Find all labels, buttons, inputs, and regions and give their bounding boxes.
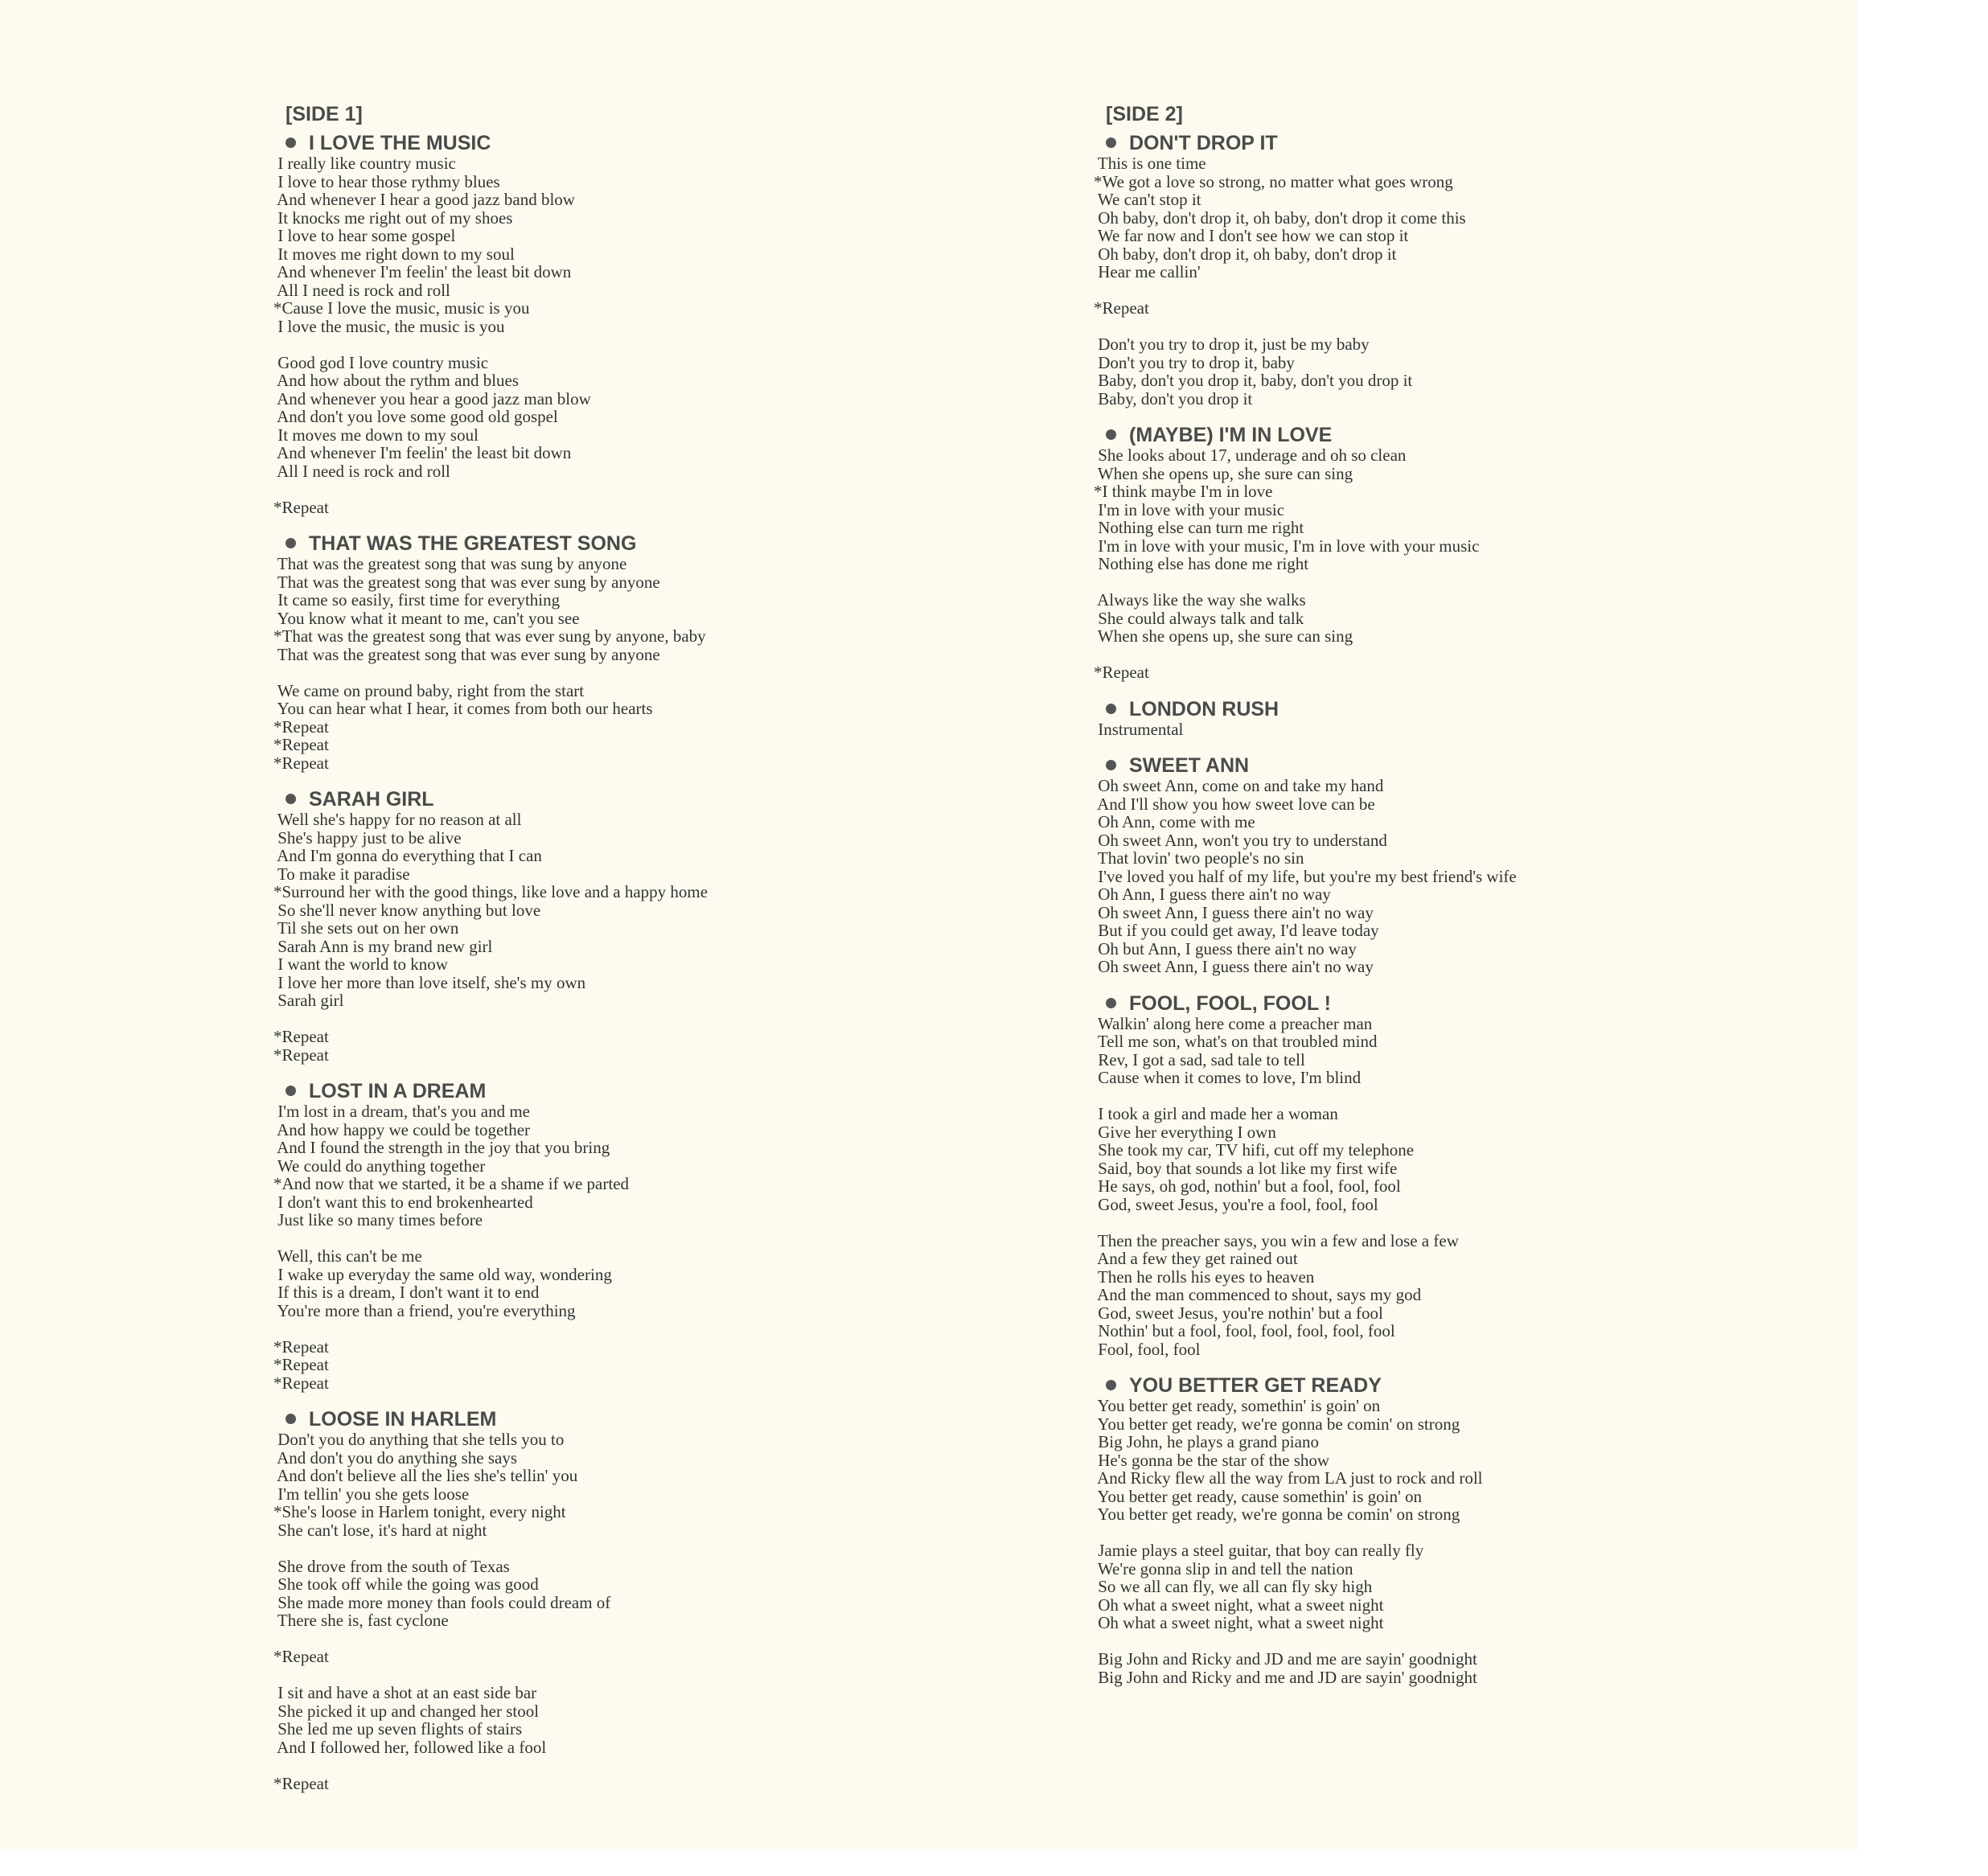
lyric-line: I'm in love with your music (1094, 499, 1285, 519)
chorus-line: *Cause I love the music, music is you (273, 298, 530, 318)
bullet-icon (1106, 138, 1116, 148)
lyric-line: You can hear what I hear, it comes from both our hearts (273, 699, 653, 718)
lyric-line: Sarah girl (273, 991, 344, 1010)
lyric-line: You're more than a friend, you're everything (273, 1300, 576, 1320)
lyric-line: That was the greatest song that was ever sung by anyone (273, 572, 660, 592)
lyric-line: Nothing else can turn me right (1094, 518, 1304, 537)
lyric-line: Good god I love country music (273, 352, 489, 372)
lyric-line: Don't you do anything that she tells you to (273, 1430, 565, 1449)
song-title (273, 1080, 1045, 1102)
lyric-line: I've loved you half of my life, but you're my best friend's wife (1094, 866, 1517, 886)
song-title-text: I LOVE THE MUSIC (309, 132, 491, 154)
song-title-text: FOOL, FOOL, FOOL ! (1129, 991, 1331, 1015)
stanza-break (273, 1010, 1045, 1028)
song-title-text: LOOSE IN HARLEM (309, 1408, 497, 1431)
chorus-line: *Repeat (273, 1373, 329, 1393)
lyric-line: You know what it meant to me, can't you see (273, 608, 580, 628)
chorus-line: *Repeat (273, 1773, 329, 1793)
lyric-line: I love her more than love itself, she's my own (273, 972, 586, 992)
song-that-was-the-greatest-song (273, 532, 1045, 772)
lyric-line: And whenever you hear a good jazz man blow (273, 388, 591, 408)
lyric-line: I'm in love with your music, I'm in love with your music (1094, 536, 1480, 556)
lyric-line: You better get ready, somethin' is goin' on (1094, 1396, 1381, 1415)
song-title (1094, 698, 1898, 720)
song-title (1094, 754, 1898, 777)
song-title (1094, 424, 1898, 446)
lyric-line: And I found the strength in the joy that you bring (273, 1138, 610, 1157)
bullet-icon (285, 138, 296, 148)
lyric-line: When she opens up, she sure can sing (1094, 463, 1353, 483)
chorus-line: *Surround her with the good things, like love and a happy home (273, 882, 709, 901)
lyric-line: I wake up everyday the same old way, wondering (273, 1264, 612, 1284)
lyric-line: To make it paradise (273, 864, 410, 884)
lyric-line: Baby, don't you drop it, baby, don't you drop it (1094, 371, 1413, 390)
song-title-text: LONDON RUSH (1129, 697, 1279, 720)
lyric-line: Big John and Ricky and JD and me are sayin' goodnight (1094, 1649, 1477, 1669)
lyric-line: Tell me son, what's on that troubled mind (1094, 1032, 1378, 1051)
lyric-line: So we all can fly, we all can fly sky high (1094, 1577, 1373, 1596)
chorus-line: *We got a love so strong, no matter what goes wrong (1094, 171, 1453, 191)
lyric-line: And don't you do anything she says (273, 1447, 518, 1468)
stanza-break (273, 335, 1045, 354)
lyric-line: And whenever I hear a good jazz band blow (273, 190, 575, 209)
lyric-line: She made more money than fools could dream of (273, 1592, 611, 1612)
lyric-line: All I need is rock and roll (273, 461, 450, 481)
lyric-line: Then he rolls his eyes to heaven (1094, 1266, 1315, 1287)
lyric-line: Oh Ann, come with me (1094, 812, 1255, 831)
lyric-line: Don't you try to drop it, just be my baby (1094, 335, 1370, 354)
lyric-line: You better get ready, cause somethin' is goin' on (1094, 1486, 1423, 1506)
lyric-line: Nothin' but a fool, fool, fool, fool, fool, fool (1094, 1321, 1395, 1340)
lyric-line: It came so easily, first time for everything (273, 590, 561, 610)
lyric-line: That was the greatest song that was ever sung by anyone (273, 644, 660, 664)
lyric-line: Well, this can't be me (273, 1246, 422, 1266)
lyric-line: She looks about 17, underage and oh so clean (1094, 445, 1407, 465)
chorus-line: *Repeat (273, 1355, 329, 1374)
bullet-icon (285, 794, 296, 804)
song-london-rush (1094, 698, 1898, 739)
song-title (1094, 1374, 1898, 1397)
lyric-line: It moves me right down to my soul (273, 244, 515, 264)
chorus-line: *Repeat (273, 1045, 329, 1065)
stanza-break (1094, 281, 1898, 300)
lyric-line: Jamie plays a steel guitar, that boy can really fly (1094, 1541, 1424, 1560)
stanza-break (1094, 318, 1898, 336)
stanza-break (273, 480, 1045, 499)
lyric-line: And how happy we could be together (273, 1119, 531, 1139)
lyric-line: She led me up seven flights of stairs (273, 1719, 523, 1738)
lyric-line: And the man commenced to shout, says my god (1094, 1285, 1422, 1304)
song-lost-in-a-dream (273, 1080, 1045, 1392)
lyric-line: Walkin' along here come a preacher man (1094, 1013, 1373, 1033)
stanza-break (1094, 646, 1898, 664)
lyric-line: If this is a dream, I don't want it to end (273, 1283, 540, 1302)
song-title-text: YOU BETTER GET READY (1129, 1374, 1382, 1397)
lyric-line: Oh Ann, I guess there ain't no way (1094, 885, 1331, 904)
song-sarah-girl (273, 788, 1045, 1064)
stanza-break (273, 1666, 1045, 1685)
lyric-line: We far now and I don't see how we can stop it (1094, 226, 1409, 245)
chorus-line: *She's loose in Harlem tonight, every night (273, 1502, 566, 1521)
stanza-break (273, 1229, 1045, 1248)
lyric-line: And Ricky flew all the way from LA just to rock and roll (1094, 1468, 1483, 1488)
lyric-line: We came on pround baby, right from the start (273, 680, 585, 700)
chorus-line: *That was the greatest song that was ever sung by anyone, baby (273, 626, 706, 646)
lyric-line: Instrumental (1094, 719, 1184, 739)
lyric-line: When she opens up, she sure can sing (1094, 626, 1353, 646)
lyric-line: She's happy just to be alive (273, 827, 462, 848)
lyric-line: Oh what a sweet night, what a sweet night (1094, 1595, 1384, 1615)
lyric-line: She picked it up and changed her stool (273, 1701, 540, 1721)
song-title-text: LOST IN A DREAM (309, 1080, 487, 1102)
chorus-line: *I think maybe I'm in love (1094, 482, 1273, 501)
song-title (273, 788, 1045, 811)
lyric-line: She took my car, TV hifi, cut off my telephone (1094, 1140, 1415, 1160)
lyric-line: Oh what a sweet night, what a sweet night (1094, 1613, 1384, 1632)
lyric-line: We're gonna slip in and tell the nation (1094, 1558, 1353, 1578)
side-label: [SIDE 1] (285, 103, 363, 125)
stanza-break (1094, 1087, 1898, 1106)
lyric-line: Oh sweet Ann, won't you try to understand (1094, 830, 1387, 850)
stanza-break (273, 1539, 1045, 1558)
chorus-line: *Repeat (1094, 298, 1149, 318)
chorus-line: *Repeat (273, 735, 329, 754)
song-fool-fool-fool (1094, 992, 1898, 1359)
chorus-line: *Repeat (273, 1027, 329, 1046)
song-title-text: SARAH GIRL (309, 788, 434, 811)
song-maybe-i-m-in-love (1094, 424, 1898, 682)
lyric-line: Well she's happy for no reason at all (273, 810, 522, 829)
lyric-line: God, sweet Jesus, you're nothin' but a fool (1094, 1303, 1383, 1323)
stanza-break (1094, 1632, 1898, 1651)
stanza-break (273, 1630, 1045, 1648)
lyric-line: I took a girl and made her a woman (1094, 1104, 1338, 1123)
chorus-line: *Repeat (273, 716, 329, 737)
lyric-line: Oh sweet Ann, I guess there ain't no way (1094, 957, 1374, 976)
lyric-line: That lovin' two people's no sin (1094, 848, 1304, 868)
song-loose-in-harlem (273, 1408, 1045, 1792)
stanza-break (1094, 573, 1898, 592)
lyric-line: Oh but Ann, I guess there ain't no way (1094, 938, 1357, 959)
lyric-line: Just like so many times before (273, 1210, 483, 1229)
lyric-line: And I followed her, followed like a fool (273, 1737, 547, 1757)
lyric-line: And don't you love some good old gospel (273, 407, 558, 426)
side-2-column (1094, 103, 1898, 1702)
lyric-line: He's gonna be the star of the show (1094, 1450, 1330, 1470)
lyric-line: We could do anything together (273, 1156, 486, 1176)
song-title (273, 1408, 1045, 1431)
lyric-line: Oh baby, don't drop it, oh baby, don't drop it come this (1094, 207, 1466, 228)
song-don-t-drop-it (1094, 132, 1898, 408)
stanza-break (1094, 1213, 1898, 1232)
chorus-line: *Repeat (273, 1647, 329, 1666)
lyric-line: And don't believe all the lies she's tellin' you (273, 1466, 578, 1485)
lyric-line: Cause when it comes to love, I'm blind (1094, 1068, 1362, 1087)
stanza-break (273, 663, 1045, 682)
lyric-line: You better get ready, we're gonna be comin' on strong (1094, 1504, 1460, 1524)
lyric-line: Baby, don't you drop it (1094, 388, 1253, 408)
song-you-better-get-ready (1094, 1374, 1898, 1686)
lyric-line: Always like the way she walks (1094, 590, 1306, 610)
lyric-line: That was the greatest song that was sung by anyone (273, 554, 627, 573)
lyric-line: Oh sweet Ann, I guess there ain't no way (1094, 902, 1374, 922)
stanza-break (273, 1320, 1045, 1338)
chorus-line: *And now that we started, it be a shame if we parted (273, 1174, 630, 1193)
lyric-line: And I'm gonna do everything that I can (273, 846, 542, 865)
side-1-column (273, 103, 1045, 1808)
lyric-line: And whenever I'm feelin' the least bit down (273, 443, 572, 462)
bullet-icon (285, 538, 296, 548)
lyric-line: Give her everything I own (1094, 1122, 1276, 1142)
lyric-line: Don't you try to drop it, baby (1094, 352, 1295, 372)
song-title (1094, 132, 1898, 154)
song-i-love-the-music (273, 132, 1045, 516)
lyric-line: I really like country music (273, 154, 456, 173)
lyric-line: Said, boy that sounds a lot like my first wife (1094, 1158, 1398, 1178)
lyric-line: He says, oh god, nothin' but a fool, fool, fool (1094, 1176, 1401, 1196)
song-title-text: THAT WAS THE GREATEST SONG (309, 532, 637, 555)
song-sweet-ann (1094, 754, 1898, 976)
chorus-line: *Repeat (273, 753, 329, 773)
lyric-line: Big John and Ricky and me and JD are sayin' goodnight (1094, 1667, 1477, 1687)
lyric-line: And a few they get rained out (1094, 1249, 1298, 1268)
song-title-text: DON'T DROP IT (1129, 132, 1278, 154)
lyric-line: I'm tellin' you she gets loose (273, 1484, 470, 1504)
bullet-icon (1106, 760, 1116, 770)
chorus-line: *Repeat (273, 497, 329, 517)
lyric-line: And I'll show you how sweet love can be (1094, 794, 1375, 814)
lyric-line: It moves me down to my soul (273, 425, 479, 445)
lyric-line: Hear me callin' (1094, 262, 1201, 281)
song-title (273, 132, 1045, 154)
lyric-line: All I need is rock and roll (273, 280, 450, 300)
song-title (1094, 992, 1898, 1015)
lyric-line: There she is, fast cyclone (273, 1611, 449, 1630)
lyric-line: I love to hear those rythmy blues (273, 171, 500, 191)
lyric-line: I love to hear some gospel (273, 226, 456, 245)
bullet-icon (285, 1086, 296, 1096)
bullet-icon (1106, 704, 1116, 714)
song-title (273, 532, 1045, 555)
stanza-break (1094, 1524, 1898, 1542)
lyric-line: She can't lose, it's hard at night (273, 1520, 487, 1540)
bullet-icon (285, 1414, 296, 1424)
lyric-line: I want the world to know (273, 954, 448, 974)
lyric-line: God, sweet Jesus, you're a fool, fool, fool (1094, 1194, 1378, 1214)
song-title-text: (MAYBE) I'M IN LOVE (1129, 424, 1333, 446)
lyric-line: Big John, he plays a grand piano (1094, 1432, 1319, 1451)
lyric-line: Oh sweet Ann, come on and take my hand (1094, 776, 1384, 795)
lyric-line: She could always talk and talk (1094, 608, 1304, 628)
lyric-line: Oh baby, don't drop it, oh baby, don't drop it (1094, 244, 1397, 264)
bullet-icon (1106, 998, 1116, 1008)
lyric-line: We can't stop it (1094, 190, 1201, 209)
lyric-line: Sarah Ann is my brand new girl (273, 936, 493, 956)
lyric-line: Rev, I got a sad, sad tale to tell (1094, 1049, 1305, 1069)
lyric-line: I don't want this to end brokenhearted (273, 1192, 533, 1212)
chorus-line: *Repeat (1094, 663, 1149, 682)
bullet-icon (1106, 429, 1116, 440)
lyric-line: I love the music, the music is you (273, 316, 505, 336)
lyric-line: Nothing else has done me right (1094, 554, 1309, 573)
lyric-line: I sit and have a shot at an east side bar (273, 1683, 537, 1702)
lyric-line: And how about the rythm and blues (273, 371, 520, 390)
lyric-line: I'm lost in a dream, that's you and me (273, 1102, 530, 1121)
lyric-line: Then the preacher says, you win a few and lose a few (1094, 1230, 1459, 1250)
song-title-text: SWEET ANN (1129, 754, 1250, 777)
lyric-line: Til she sets out on her own (273, 918, 459, 938)
lyric-line: It knocks me right out of my shoes (273, 207, 513, 228)
lyric-line: But if you could get away, I'd leave today (1094, 921, 1379, 940)
side-label: [SIDE 2] (1106, 103, 1183, 125)
stanza-break (273, 1756, 1045, 1775)
lyric-line: Fool, fool, fool (1094, 1339, 1201, 1359)
lyric-line: She drove from the south of Texas (273, 1556, 510, 1576)
lyric-line: So she'll never know anything but love (273, 900, 541, 920)
bullet-icon (1106, 1380, 1116, 1390)
lyric-line: You better get ready, we're gonna be comin' on strong (1094, 1414, 1460, 1434)
lyric-line: This is one time (1094, 154, 1206, 173)
chorus-line: *Repeat (273, 1336, 329, 1357)
lyric-line: And whenever I'm feelin' the least bit down (273, 262, 572, 281)
lyric-line: She took off while the going was good (273, 1574, 539, 1594)
